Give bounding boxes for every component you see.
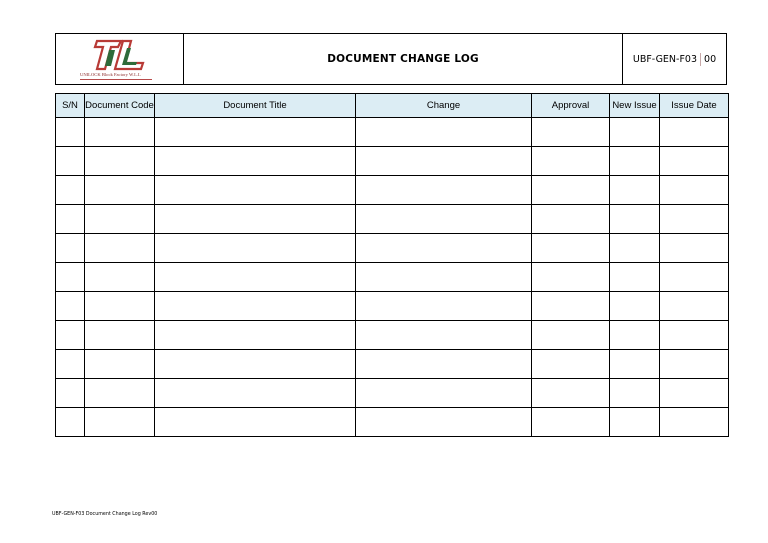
table-cell	[660, 408, 729, 437]
table-cell	[56, 321, 85, 350]
table-cell	[356, 234, 532, 263]
page-footer: UBF-GEN-F03 Document Change Log Rev00	[52, 512, 158, 517]
table-row	[56, 379, 729, 408]
table-cell	[356, 292, 532, 321]
table-cell	[610, 379, 660, 408]
table-cell	[532, 118, 610, 147]
table-cell	[56, 234, 85, 263]
column-header-document-title: Document Title	[155, 94, 356, 118]
table-cell	[660, 379, 729, 408]
table-cell	[356, 350, 532, 379]
table-cell	[56, 350, 85, 379]
table-cell	[532, 408, 610, 437]
table-cell	[56, 176, 85, 205]
table-cell	[356, 147, 532, 176]
table-cell	[155, 321, 356, 350]
table-cell	[85, 234, 155, 263]
table-header-row	[56, 94, 729, 118]
company-name: UNILOCK Block Factory W.L.L	[80, 72, 141, 77]
table-row	[56, 263, 729, 292]
table-cell	[532, 263, 610, 292]
column-header-issue-date: Issue Date	[660, 94, 729, 118]
change-log-table	[55, 93, 729, 437]
table-cell	[660, 263, 729, 292]
table-cell	[56, 118, 85, 147]
table-cell	[660, 350, 729, 379]
table-cell	[356, 263, 532, 292]
table-cell	[155, 263, 356, 292]
table-cell	[56, 408, 85, 437]
company-logo-icon	[89, 38, 151, 72]
table-cell	[660, 118, 729, 147]
table-cell	[85, 379, 155, 408]
table-cell	[356, 176, 532, 205]
table-cell	[85, 321, 155, 350]
table-cell	[610, 350, 660, 379]
table-cell	[532, 379, 610, 408]
table-cell	[85, 118, 155, 147]
table-cell	[660, 292, 729, 321]
table-cell	[155, 379, 356, 408]
table-row	[56, 292, 729, 321]
table-cell	[155, 118, 356, 147]
table-cell	[155, 176, 356, 205]
table-cell	[56, 263, 85, 292]
table-row	[56, 408, 729, 437]
table-cell	[532, 350, 610, 379]
logo-underline	[80, 79, 152, 80]
table-cell	[56, 292, 85, 321]
table-cell	[85, 205, 155, 234]
table-cell	[356, 379, 532, 408]
table-row	[56, 205, 729, 234]
table-cell	[85, 408, 155, 437]
table-cell	[56, 379, 85, 408]
table-cell	[610, 263, 660, 292]
table-cell	[660, 176, 729, 205]
table-cell	[155, 408, 356, 437]
table-cell	[356, 321, 532, 350]
column-header-document-code: Document Code	[85, 94, 155, 118]
table-cell	[356, 118, 532, 147]
column-header-change: Change	[356, 94, 532, 118]
document-code: UBF-GEN-F03	[632, 53, 698, 65]
table-cell	[660, 234, 729, 263]
document-revision: 00	[704, 53, 717, 65]
table-cell	[155, 205, 356, 234]
code-separator	[700, 53, 701, 66]
table-cell	[56, 205, 85, 234]
table-cell	[660, 205, 729, 234]
table-cell	[532, 292, 610, 321]
table-cell	[610, 118, 660, 147]
table-cell	[532, 321, 610, 350]
document-header	[55, 33, 727, 85]
table-row	[56, 118, 729, 147]
column-header-approval: Approval	[532, 94, 610, 118]
table-cell	[85, 147, 155, 176]
table-cell	[85, 292, 155, 321]
document-code-cell	[623, 34, 726, 84]
table-cell	[610, 234, 660, 263]
column-header-new-issue: New Issue	[610, 94, 660, 118]
table-row	[56, 176, 729, 205]
table-cell	[356, 408, 532, 437]
table-row	[56, 350, 729, 379]
table-cell	[610, 147, 660, 176]
table-cell	[660, 321, 729, 350]
table-cell	[85, 350, 155, 379]
logo-cell	[56, 34, 184, 84]
table-cell	[610, 292, 660, 321]
table-cell	[155, 147, 356, 176]
column-header-sn: S/N	[56, 94, 85, 118]
document-title: DOCUMENT CHANGE LOG	[184, 34, 623, 84]
table-cell	[532, 176, 610, 205]
table-row	[56, 321, 729, 350]
table-row	[56, 147, 729, 176]
table-cell	[610, 176, 660, 205]
table-cell	[155, 234, 356, 263]
table-cell	[532, 147, 610, 176]
table-cell	[532, 234, 610, 263]
table-cell	[660, 147, 729, 176]
table-cell	[356, 205, 532, 234]
table-row	[56, 234, 729, 263]
table-cell	[56, 147, 85, 176]
table-cell	[532, 205, 610, 234]
table-cell	[155, 292, 356, 321]
table-cell	[155, 350, 356, 379]
table-body	[56, 118, 729, 437]
table-cell	[85, 176, 155, 205]
table-cell	[610, 205, 660, 234]
table-cell	[610, 321, 660, 350]
table-cell	[610, 408, 660, 437]
table-cell	[85, 263, 155, 292]
